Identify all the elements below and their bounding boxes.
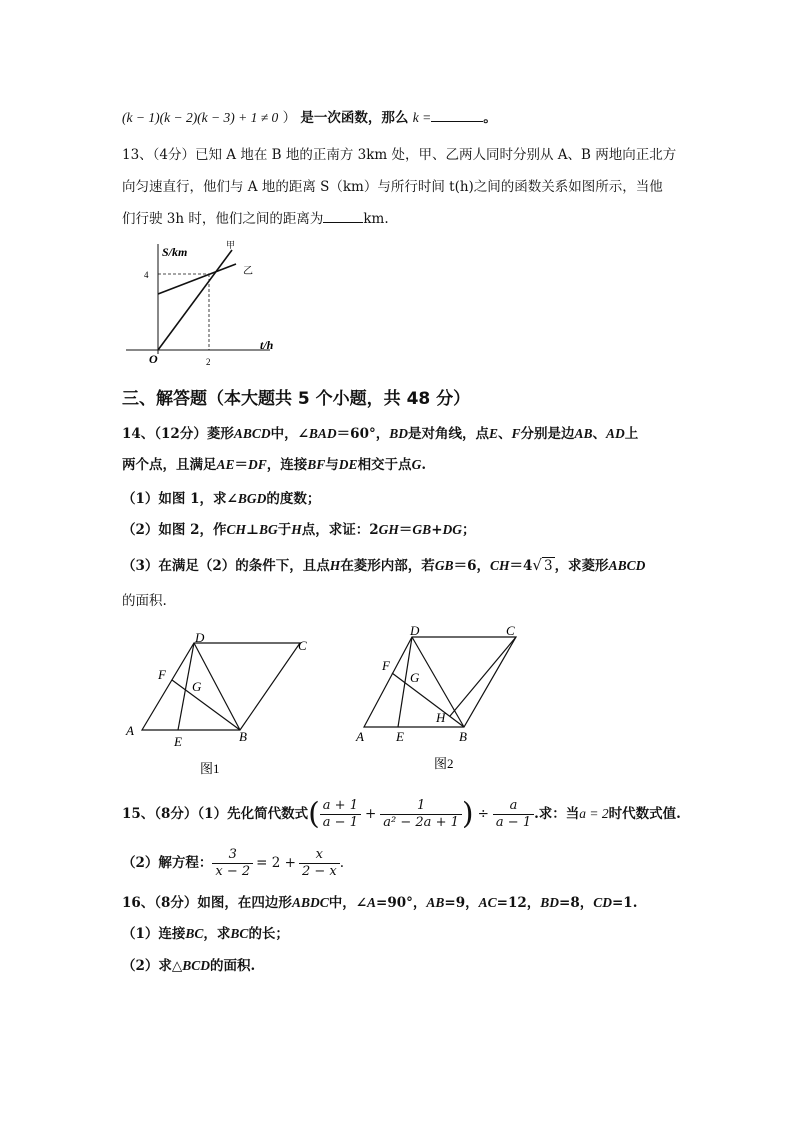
q14-p2-f: H <box>291 522 302 537</box>
q14-p3-b: H <box>329 558 341 573</box>
q12-condition: (k − 1)(k − 2)(k − 3) + 1 ≠ 0 <box>122 110 279 125</box>
q16-p1-e: 的长； <box>248 926 289 942</box>
q15-line-2 <box>122 843 344 883</box>
q15-eq-frac-1 <box>212 847 253 880</box>
q14-l2-f: BF <box>307 457 326 472</box>
fig2-caption: 图2 <box>434 756 454 771</box>
q14-p2-k: + <box>431 522 443 538</box>
q14-l1-d: BAD <box>308 426 337 441</box>
graph-x-tick: 2 <box>206 357 211 367</box>
fig2-label-a: A <box>356 729 364 744</box>
q14-l1-k: 分别是边 <box>520 426 575 442</box>
q16-l1-c: 中，∠ <box>328 895 368 911</box>
q14-part-3-end: 的面积. <box>122 593 167 609</box>
q15-eq: = 2 + <box>256 855 296 871</box>
q16-part-1 <box>122 925 289 943</box>
fig1-caption: 图1 <box>200 761 220 776</box>
q14-p2-g: 点，求证：2 <box>301 522 379 538</box>
q14-l1-o: 上 <box>624 426 639 442</box>
q14-l2-a: 两个点，且满足 <box>122 457 217 473</box>
sqrt-sign: √ <box>532 556 542 574</box>
q14-l1-j: F <box>511 426 521 441</box>
fig2-label-d: D <box>410 623 420 638</box>
q14-l1-g: 是对角线，点 <box>407 426 489 442</box>
fig1-rhombus <box>142 643 300 730</box>
q14-l1-b: ABCD <box>233 426 271 441</box>
q15-eq-frac-1-den: x − 2 <box>212 863 253 880</box>
q16-p1-d: BC <box>230 926 249 941</box>
q16-l1-d: A <box>367 895 377 910</box>
q15-tail-c: 时代数式值. <box>608 806 681 822</box>
q16-l1-f: AB <box>426 895 445 910</box>
fig2-label-h: H <box>436 710 446 725</box>
q14-l2-d: DF <box>248 457 267 472</box>
fig1-label-g: G <box>192 679 202 694</box>
graph-label-yi: 乙 <box>243 266 253 277</box>
q13-unit: km. <box>363 211 389 227</box>
q14-l1-l: AB <box>574 426 593 441</box>
q15-frac-1-num: a + 1 <box>322 798 358 813</box>
q16-l1-h: AC <box>478 895 497 910</box>
q14-p2-b: CH <box>226 522 247 537</box>
q13-line-3-text: 们行驶 3h 时，他们之间的距离为 <box>122 211 324 227</box>
q15-paren-open: ( <box>308 796 320 832</box>
q14-p3-a: （3）在满足（2）的条件下，且点 <box>122 558 330 574</box>
q15-frac-1 <box>320 798 361 831</box>
q16-p1-c: ，求 <box>203 926 231 942</box>
q15-frac-2-den: a² − 2a + 1 <box>380 814 462 831</box>
q14-l2-g: 与 <box>325 457 339 473</box>
q15-frac-3-den: a − 1 <box>493 814 534 831</box>
graph-label-jia: 甲 <box>226 240 236 250</box>
q15-lead: 15、（8分）（1）先化简代数式 <box>122 806 309 822</box>
q15-eq-frac-2 <box>299 847 340 880</box>
q16-l1-m: =1. <box>612 895 638 911</box>
graph-x-label: t/h <box>260 338 274 352</box>
fig1-label-d: D <box>195 630 205 645</box>
q16-line-1 <box>122 894 637 912</box>
q14-l1-h: E <box>488 426 498 441</box>
q16-l1-e: =90°， <box>376 895 427 911</box>
q14-p3-h: 3 <box>543 558 553 574</box>
q16-p1-a: （1）连接 <box>122 926 186 942</box>
q15-eq-frac-1-num: 3 <box>228 847 237 862</box>
q14-figure-1 <box>120 625 320 780</box>
q15-tail-a: .求：当 <box>534 806 580 822</box>
graph-y-tick: 4 <box>144 270 149 280</box>
q16-p1-b: BC <box>185 926 204 941</box>
q13-graph <box>118 236 293 371</box>
q14-l1-a: 14、（12分）菱形 <box>122 426 234 442</box>
q15-tail-b: a = 2 <box>579 806 609 821</box>
q14-p2-i: ＝ <box>398 522 413 538</box>
fig2-segment-ch <box>450 637 516 716</box>
q16-l1-i: =12， <box>496 895 541 911</box>
q14-l1-c: 中，∠ <box>270 426 309 442</box>
q15-p2-lead: （2）解方程： <box>122 855 213 871</box>
fig2-label-c: C <box>506 623 515 638</box>
q13-line-1: 13、（4分）已知 A 地在 B 地的正南方 3km 处，甲、乙两人同时分别从 A、B 两地向正北方 <box>122 147 677 163</box>
q14-l2-k: . <box>421 457 427 473</box>
q14-p3-d: GB <box>434 558 454 573</box>
q12-text: 是一次函数，那么 <box>300 110 409 126</box>
q14-p1-b: BGD <box>237 491 267 506</box>
q14-p3-g: ＝4 <box>509 558 533 574</box>
q14-line-1 <box>122 425 638 443</box>
q15-frac-3-num: a <box>509 798 518 813</box>
graph-y-label: S/km <box>162 245 188 259</box>
q15-frac-1-den: a − 1 <box>320 814 361 831</box>
q16-l1-a: 16、（8分）如图，在四边形 <box>122 895 292 911</box>
fig1-label-a: A <box>126 723 134 738</box>
q14-p2-d: BG <box>258 522 278 537</box>
q15-frac-3 <box>493 798 534 831</box>
q14-part-1 <box>122 490 320 508</box>
q14-l2-e: ，连接 <box>266 457 308 473</box>
q14-l2-j: G <box>411 457 422 472</box>
fig2-label-g: G <box>410 670 420 685</box>
q14-l1-f: BD <box>389 426 408 441</box>
q14-p3-i: ，求菱形 <box>554 558 609 574</box>
q14-part-3 <box>122 556 645 575</box>
q14-l1-n: AD <box>606 426 625 441</box>
fig1-label-c: C <box>298 638 307 653</box>
fig2-label-f: F <box>382 658 390 673</box>
q14-p1-c: 的度数； <box>266 491 321 507</box>
q14-p2-a: （2）如图 2，作 <box>122 522 227 538</box>
q15-eq-frac-2-den: 2 − x <box>299 863 340 880</box>
q16-l1-k: =8， <box>559 895 594 911</box>
q14-p3-c: 在菱形内部，若 <box>340 558 435 574</box>
q16-l1-l: CD <box>593 895 612 910</box>
q14-p3-f: CH <box>489 558 510 573</box>
q14-p1-a: （1）如图 1，求∠ <box>122 491 238 507</box>
q15-frac-2-num: 1 <box>416 798 426 813</box>
q14-line-2 <box>122 456 426 474</box>
q12-var: k = <box>412 110 432 125</box>
q14-p2-e: 于 <box>277 522 292 538</box>
q16-p2-c: 的面积. <box>210 958 256 974</box>
graph-line-yi <box>158 264 236 294</box>
q14-p3-j: ABCD <box>608 558 646 573</box>
fig1-label-b: B <box>239 729 247 744</box>
q16-l1-g: =9， <box>444 895 479 911</box>
q14-l2-b: AE <box>216 457 235 472</box>
q12-end: 。 <box>483 110 497 126</box>
q15-plus: + <box>364 806 377 822</box>
graph-origin: O <box>149 352 158 366</box>
fig2-label-e: E <box>396 729 404 744</box>
q15-div: ÷ <box>477 806 489 822</box>
q16-part-2 <box>122 957 255 975</box>
q14-p2-m: ； <box>462 522 476 538</box>
fig1-label-f: F <box>158 667 166 682</box>
q16-p2-a: （2）求△ <box>122 958 183 974</box>
q14-l1-e: ＝60°， <box>336 426 390 442</box>
q12-line <box>122 108 497 127</box>
graph-line-jia <box>158 250 232 350</box>
q14-p2-h: GH <box>378 522 399 537</box>
q14-l1-m: 、 <box>592 426 607 442</box>
q13-line-2: 向匀速直行，他们与 A 地的距离 S（km）与所行时间 t(h)之间的函数关系如图所示，当他 <box>122 179 663 195</box>
q14-p3-e: ＝6， <box>453 558 490 574</box>
q16-p2-b: BCD <box>182 958 211 973</box>
q13-answer-blank <box>323 209 363 223</box>
q14-part-2 <box>122 521 476 539</box>
q15-line-1 <box>122 794 681 835</box>
q15-frac-2 <box>380 798 462 831</box>
q14-figure-2 <box>352 618 537 773</box>
fig1-label-e: E <box>174 734 182 749</box>
q14-l2-h: DE <box>338 457 358 472</box>
q14-l1-i: 、 <box>498 426 512 442</box>
section-title: 三、解答题（本大题共 5 个小题，共 48 分） <box>122 389 471 409</box>
q16-l1-j: BD <box>540 895 560 910</box>
q15-paren-close: ) <box>461 796 474 832</box>
q12-answer-blank <box>431 108 483 122</box>
q13-line-3 <box>122 209 389 228</box>
q12-close: ） <box>282 110 297 126</box>
q14-l2-i: 相交于点 <box>357 457 412 473</box>
q14-l2-c: ＝ <box>234 457 249 473</box>
q14-p2-c: ⊥ <box>246 522 259 538</box>
fig2-label-b: B <box>459 729 467 744</box>
q16-l1-b: ABDC <box>291 895 329 910</box>
q15-eq-frac-2-num: x <box>315 847 324 862</box>
q14-p2-l: DG <box>442 522 462 537</box>
q14-p2-j: GB <box>412 522 432 537</box>
q15-p2-end: . <box>339 855 345 871</box>
